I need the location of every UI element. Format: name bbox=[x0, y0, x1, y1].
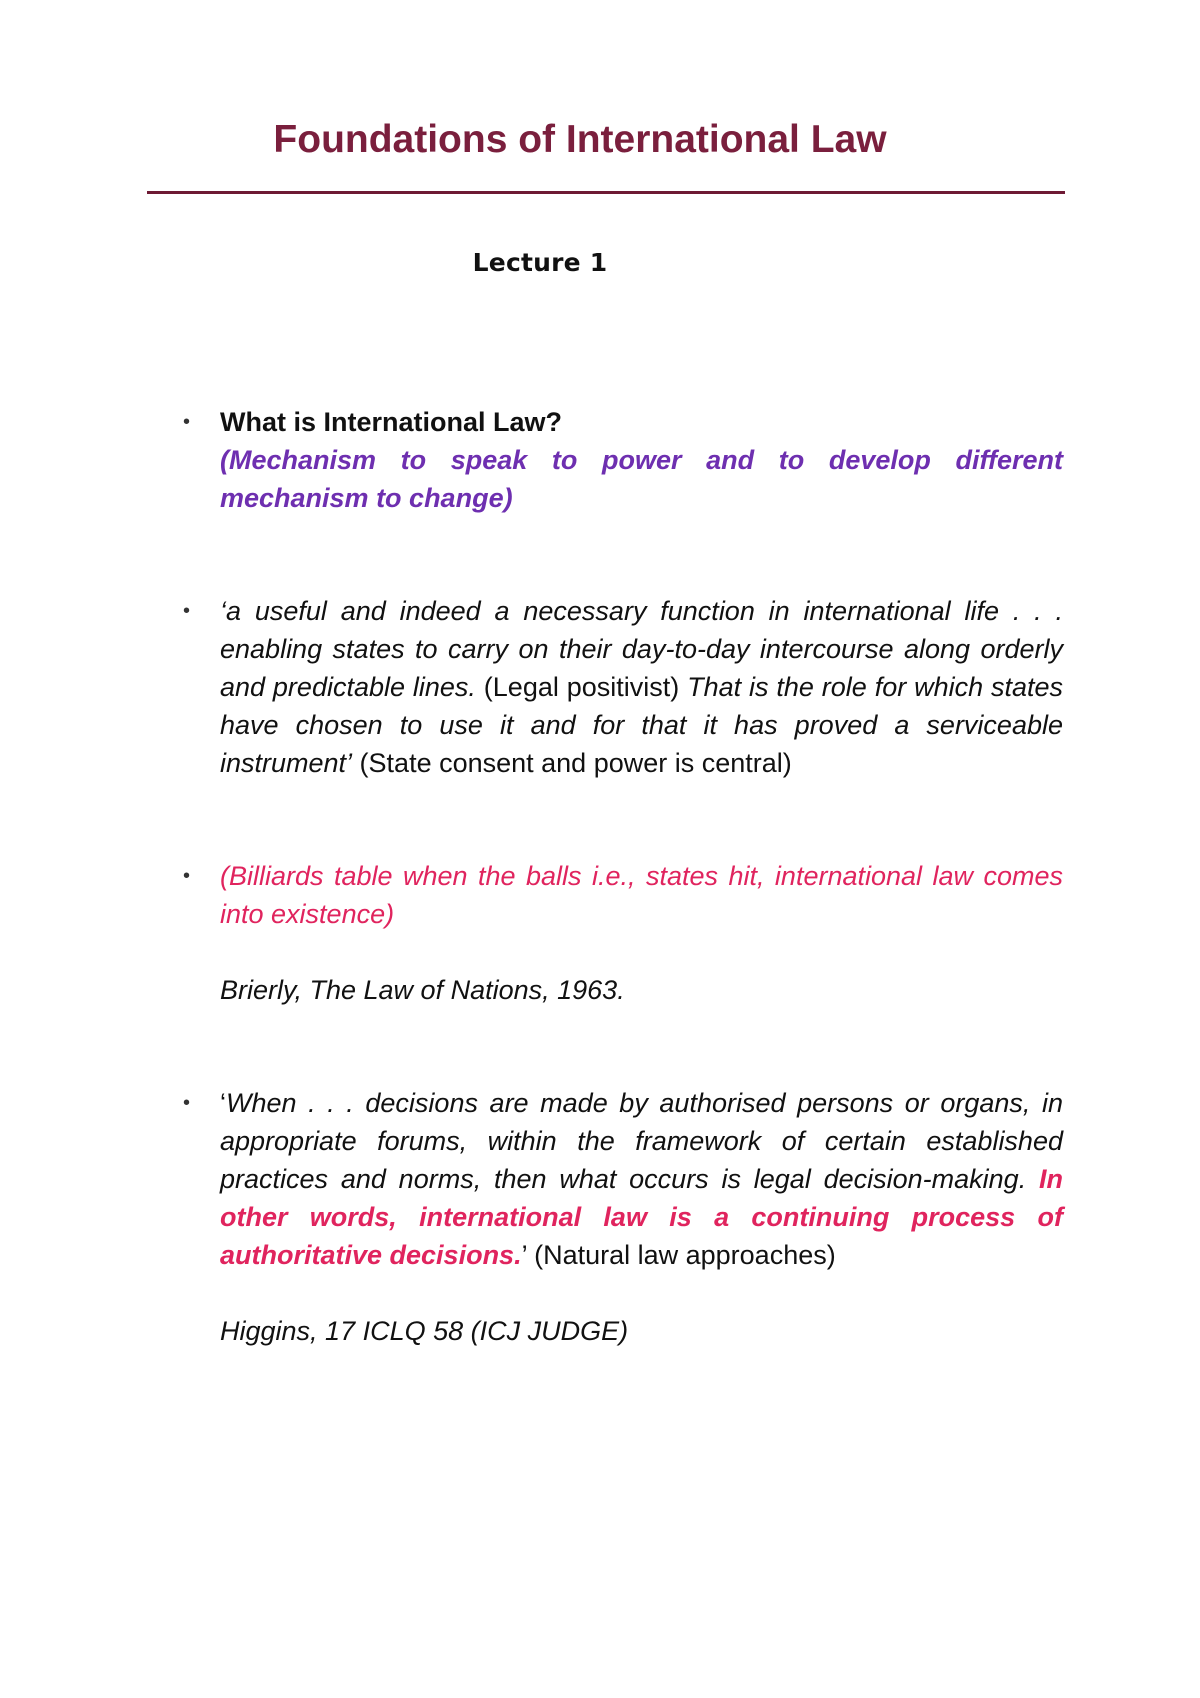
close-quote: ’ bbox=[521, 1240, 527, 1270]
item-heading: What is International Law? bbox=[220, 407, 563, 437]
lecture-label: Lecture 1 bbox=[472, 248, 608, 277]
quote-text-part2: That is the role for which states have chosen to use it and for that it has proved a serviceable instrument’ bbox=[220, 672, 1064, 778]
brierly-citation: Brierly, The Law of Nations, 1963. bbox=[220, 975, 625, 1005]
quote-aside-positivist: (Legal positivist) bbox=[475, 672, 688, 702]
bullet-icon: • bbox=[183, 411, 191, 433]
bullet-icon: • bbox=[183, 1092, 191, 1114]
list-item-billiards-note bbox=[183, 857, 1063, 1009]
quote-aside-natural-law: (Natural law approaches) bbox=[526, 1240, 836, 1270]
quote-paragraph bbox=[220, 1084, 1063, 1274]
higgins-citation: Higgins, 17 ICLQ 58 (ICJ JUDGE) bbox=[220, 1316, 629, 1346]
open-quote: ‘ bbox=[220, 1088, 226, 1118]
title-divider bbox=[147, 191, 1065, 194]
bullet-icon: • bbox=[183, 600, 191, 622]
bullet-icon: • bbox=[183, 865, 191, 887]
list-item-what-is-international-law bbox=[183, 403, 1063, 517]
billiards-note: (Billiards table when the balls i.e., states hit, international law comes into existence) bbox=[220, 861, 1063, 929]
list-item-higgins-quote bbox=[183, 1084, 1063, 1350]
quote-text: When . . . decisions are made by authorised persons or organs, in appropriate forums, within the framework of certain established practices and norms, then what occurs is legal decision-making. bbox=[220, 1088, 1063, 1194]
quote-aside-consent: (State consent and power is central) bbox=[352, 748, 792, 778]
page-title: Foundations of International Law bbox=[273, 118, 887, 161]
item-note: (Mechanism to speak to power and to develop different mechanism to change) bbox=[220, 445, 1063, 513]
quote-emphasis: In other words, international law is a continuing process of authoritative decisions. bbox=[220, 1164, 1063, 1270]
quote-paragraph bbox=[220, 592, 1063, 782]
list-item-brierly-quote bbox=[183, 592, 1063, 782]
quote-text-part1: ‘a useful and indeed a necessary function in international life . . . enabling states to carry on their day-to-day intercourse along orderly and predictable lines. bbox=[220, 596, 1063, 702]
